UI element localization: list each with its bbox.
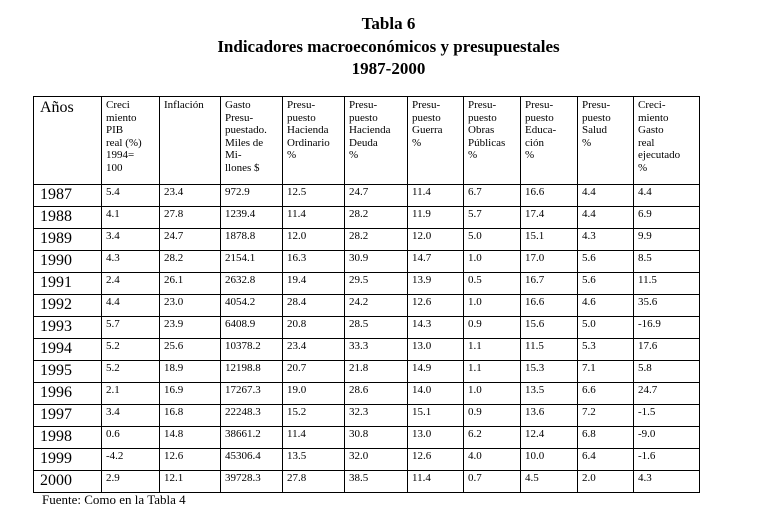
value-cell: 7.1 — [578, 361, 634, 383]
table-row — [34, 471, 700, 493]
column-header — [634, 97, 700, 185]
table-row — [34, 295, 700, 317]
value-cell: 11.4 — [283, 207, 345, 229]
value-cell: 4.5 — [521, 471, 578, 493]
year-cell: 1990 — [34, 251, 102, 273]
value-cell: 14.7 — [408, 251, 464, 273]
value-cell: 10378.2 — [221, 339, 283, 361]
value-cell: 1239.4 — [221, 207, 283, 229]
column-header-line: % — [468, 149, 478, 162]
column-header-line: miento — [638, 111, 669, 124]
value-cell: 14.9 — [408, 361, 464, 383]
value-cell: 5.0 — [464, 229, 521, 251]
value-cell: 20.7 — [283, 361, 345, 383]
column-header-line: llones $ — [225, 161, 260, 174]
column-header-line: Presu- — [525, 99, 554, 111]
value-cell: 39728.3 — [221, 471, 283, 493]
value-cell: 12.6 — [408, 295, 464, 317]
value-cell: 24.2 — [345, 295, 408, 317]
year-cell: 1998 — [34, 427, 102, 449]
column-header — [283, 97, 345, 185]
value-cell: 28.2 — [345, 229, 408, 251]
value-cell: 13.0 — [408, 339, 464, 361]
value-cell: 5.2 — [102, 361, 160, 383]
value-cell: 17.0 — [521, 251, 578, 273]
column-header-line: Presu- — [349, 99, 378, 111]
value-cell: 2.9 — [102, 471, 160, 493]
table-row — [34, 207, 700, 229]
value-cell: -1.6 — [634, 449, 700, 471]
column-header-line: Presu- — [412, 99, 441, 111]
table-row — [34, 185, 700, 207]
column-header-line: % — [412, 136, 422, 149]
value-cell: 24.7 — [634, 383, 700, 405]
table-row — [34, 405, 700, 427]
value-cell: 16.9 — [160, 383, 221, 405]
table-row — [34, 361, 700, 383]
value-cell: 5.3 — [578, 339, 634, 361]
year-cell: 1991 — [34, 273, 102, 295]
value-cell: 29.5 — [345, 273, 408, 295]
value-cell: 6.8 — [578, 427, 634, 449]
column-header — [221, 97, 283, 185]
source-note: Fuente: Como en la Tabla 4 — [42, 492, 186, 507]
column-header-line: Hacienda — [349, 124, 391, 137]
year-cell: 1994 — [34, 339, 102, 361]
table-row — [34, 449, 700, 471]
table-row — [34, 339, 700, 361]
value-cell: 11.9 — [408, 207, 464, 229]
column-header-line: Hacienda — [287, 124, 329, 137]
column-header-line: Creci — [106, 99, 130, 111]
value-cell: 1.0 — [464, 251, 521, 273]
column-header-line: puesto — [582, 111, 611, 124]
year-cell: 2000 — [34, 471, 102, 493]
value-cell: 0.9 — [464, 317, 521, 339]
value-cell: 11.5 — [634, 273, 700, 295]
value-cell: 27.8 — [160, 207, 221, 229]
value-cell: 4.3 — [634, 471, 700, 493]
value-cell: 11.4 — [408, 471, 464, 493]
column-header-line: PIB — [106, 124, 124, 137]
table-row — [34, 427, 700, 449]
value-cell: 15.6 — [521, 317, 578, 339]
value-cell: 17.6 — [634, 339, 700, 361]
value-cell: 0.5 — [464, 273, 521, 295]
column-header-line: puesto — [287, 111, 316, 124]
column-header-line: Presu- — [225, 111, 254, 124]
value-cell: 15.1 — [521, 229, 578, 251]
year-cell: 1993 — [34, 317, 102, 339]
value-cell: 26.1 — [160, 273, 221, 295]
column-header-line: Deuda — [349, 136, 378, 149]
value-cell: 19.0 — [283, 383, 345, 405]
column-header — [578, 97, 634, 185]
value-cell: 32.3 — [345, 405, 408, 427]
column-header-line: Presu- — [468, 99, 497, 111]
value-cell: -16.9 — [634, 317, 700, 339]
value-cell: 12.5 — [283, 185, 345, 207]
table-row — [34, 229, 700, 251]
value-cell: 16.6 — [521, 185, 578, 207]
year-cell: 1997 — [34, 405, 102, 427]
value-cell: 12.6 — [408, 449, 464, 471]
value-cell: 24.7 — [345, 185, 408, 207]
column-header-line: % — [349, 149, 359, 162]
value-cell: 4.4 — [578, 207, 634, 229]
table-row — [34, 317, 700, 339]
column-header-line: ejecutado — [638, 149, 681, 162]
value-cell: 11.5 — [521, 339, 578, 361]
value-cell: 2.0 — [578, 471, 634, 493]
year-cell: 1987 — [34, 185, 102, 207]
year-cell: 1988 — [34, 207, 102, 229]
year-cell: 1992 — [34, 295, 102, 317]
value-cell: 1.0 — [464, 383, 521, 405]
column-header-line: Presu- — [287, 99, 316, 111]
column-header-line: puesto — [468, 111, 497, 124]
value-cell: 12198.8 — [221, 361, 283, 383]
value-cell: -4.2 — [102, 449, 160, 471]
value-cell: 12.6 — [160, 449, 221, 471]
value-cell: 6.9 — [634, 207, 700, 229]
column-header — [160, 97, 221, 185]
value-cell: 13.0 — [408, 427, 464, 449]
value-cell: 6.6 — [578, 383, 634, 405]
column-header-line: % — [582, 136, 592, 149]
column-header-line: Gasto — [225, 99, 251, 111]
column-header-line: puesto — [349, 111, 378, 124]
value-cell: 6.4 — [578, 449, 634, 471]
value-cell: 20.8 — [283, 317, 345, 339]
value-cell: 13.6 — [521, 405, 578, 427]
column-header-line: Presu- — [582, 99, 611, 111]
value-cell: 4.0 — [464, 449, 521, 471]
table-row — [34, 251, 700, 273]
value-cell: -1.5 — [634, 405, 700, 427]
value-cell: 28.5 — [345, 317, 408, 339]
value-cell: 45306.4 — [221, 449, 283, 471]
column-header-line: % — [287, 149, 297, 162]
column-header-line: puesto — [412, 111, 441, 124]
value-cell: 14.3 — [408, 317, 464, 339]
column-header-line: Gasto — [638, 124, 664, 137]
table-row — [34, 383, 700, 405]
value-cell: 4.4 — [634, 185, 700, 207]
value-cell: 6.7 — [464, 185, 521, 207]
value-cell: 8.5 — [634, 251, 700, 273]
value-cell: 6408.9 — [221, 317, 283, 339]
value-cell: 16.3 — [283, 251, 345, 273]
value-cell: 9.9 — [634, 229, 700, 251]
value-cell: 15.3 — [521, 361, 578, 383]
value-cell: 5.8 — [634, 361, 700, 383]
value-cell: 5.6 — [578, 273, 634, 295]
value-cell: 12.0 — [283, 229, 345, 251]
value-cell: 6.2 — [464, 427, 521, 449]
indicators-table — [33, 96, 700, 493]
value-cell: 7.2 — [578, 405, 634, 427]
table-row — [34, 273, 700, 295]
value-cell: 35.6 — [634, 295, 700, 317]
column-header-line: Públicas — [468, 136, 506, 149]
year-cell: 1989 — [34, 229, 102, 251]
value-cell: 5.0 — [578, 317, 634, 339]
column-header-line: puestado. — [225, 124, 267, 137]
column-header-line: Inflación — [164, 99, 204, 111]
column-header-line: ción — [525, 136, 544, 149]
value-cell: 11.4 — [283, 427, 345, 449]
value-cell: 1.1 — [464, 361, 521, 383]
value-cell: 32.0 — [345, 449, 408, 471]
column-header-line: Años — [40, 99, 74, 116]
value-cell: 19.4 — [283, 273, 345, 295]
value-cell: 5.7 — [464, 207, 521, 229]
value-cell: 33.3 — [345, 339, 408, 361]
value-cell: 21.8 — [345, 361, 408, 383]
column-header-line: Miles de — [225, 136, 264, 149]
value-cell: 1.0 — [464, 295, 521, 317]
value-cell: 4054.2 — [221, 295, 283, 317]
value-cell: 23.4 — [283, 339, 345, 361]
value-cell: 4.4 — [578, 185, 634, 207]
value-cell: 3.4 — [102, 405, 160, 427]
value-cell: 27.8 — [283, 471, 345, 493]
column-header-line: Creci- — [638, 99, 666, 111]
value-cell: 17267.3 — [221, 383, 283, 405]
value-cell: 28.2 — [160, 251, 221, 273]
value-cell: 4.4 — [102, 295, 160, 317]
column-header-line: 100 — [106, 161, 123, 174]
column-header-line: real (%) — [106, 136, 142, 149]
value-cell: 24.7 — [160, 229, 221, 251]
value-cell: 15.1 — [408, 405, 464, 427]
value-cell: 16.6 — [521, 295, 578, 317]
value-cell: 12.4 — [521, 427, 578, 449]
value-cell: 4.3 — [102, 251, 160, 273]
value-cell: 23.0 — [160, 295, 221, 317]
year-cell: 1999 — [34, 449, 102, 471]
value-cell: 18.9 — [160, 361, 221, 383]
value-cell: 4.3 — [578, 229, 634, 251]
column-header-line: Ordinario — [287, 136, 330, 149]
column-header — [102, 97, 160, 185]
value-cell: 2154.1 — [221, 251, 283, 273]
value-cell: 16.7 — [521, 273, 578, 295]
value-cell: 30.8 — [345, 427, 408, 449]
value-cell: 13.5 — [521, 383, 578, 405]
table-subtitle: Indicadores macroeconómicos y presupuestales — [217, 37, 560, 56]
value-cell: 12.0 — [408, 229, 464, 251]
value-cell: 22248.3 — [221, 405, 283, 427]
value-cell: 28.4 — [283, 295, 345, 317]
column-header-line: % — [638, 161, 648, 174]
value-cell: 38661.2 — [221, 427, 283, 449]
column-header-line: 1994= — [106, 149, 135, 162]
value-cell: 14.0 — [408, 383, 464, 405]
value-cell: 38.5 — [345, 471, 408, 493]
value-cell: 5.2 — [102, 339, 160, 361]
column-header-line: real — [638, 136, 655, 149]
value-cell: 4.1 — [102, 207, 160, 229]
value-cell: 1878.8 — [221, 229, 283, 251]
header-row — [34, 97, 700, 185]
value-cell: 0.6 — [102, 427, 160, 449]
column-header-line: Obras — [468, 124, 495, 137]
value-cell: 2632.8 — [221, 273, 283, 295]
value-cell: 4.6 — [578, 295, 634, 317]
value-cell: 2.1 — [102, 383, 160, 405]
value-cell: 972.9 — [221, 185, 283, 207]
column-header-line: % — [525, 149, 535, 162]
value-cell: 23.4 — [160, 185, 221, 207]
column-header — [34, 97, 102, 185]
column-header — [464, 97, 521, 185]
value-cell: 15.2 — [283, 405, 345, 427]
year-cell: 1996 — [34, 383, 102, 405]
value-cell: 3.4 — [102, 229, 160, 251]
value-cell: 5.6 — [578, 251, 634, 273]
year-cell: 1995 — [34, 361, 102, 383]
value-cell: 2.4 — [102, 273, 160, 295]
column-header — [408, 97, 464, 185]
value-cell: 12.1 — [160, 471, 221, 493]
value-cell: 14.8 — [160, 427, 221, 449]
value-cell: 17.4 — [521, 207, 578, 229]
column-header-line: Educa- — [525, 124, 557, 137]
column-header-line: Mi- — [225, 149, 242, 162]
column-header — [521, 97, 578, 185]
value-cell: 13.9 — [408, 273, 464, 295]
value-cell: 0.7 — [464, 471, 521, 493]
value-cell: 25.6 — [160, 339, 221, 361]
value-cell: 5.7 — [102, 317, 160, 339]
value-cell: 28.2 — [345, 207, 408, 229]
value-cell: 30.9 — [345, 251, 408, 273]
value-cell: -9.0 — [634, 427, 700, 449]
column-header-line: Guerra — [412, 124, 443, 137]
value-cell: 16.8 — [160, 405, 221, 427]
table-period: 1987-2000 — [351, 59, 426, 78]
column-header — [345, 97, 408, 185]
value-cell: 1.1 — [464, 339, 521, 361]
value-cell: 5.4 — [102, 185, 160, 207]
value-cell: 23.9 — [160, 317, 221, 339]
table-title: Tabla 6 — [361, 14, 416, 33]
column-header-line: miento — [106, 111, 137, 124]
value-cell: 28.6 — [345, 383, 408, 405]
column-header-line: Salud — [582, 124, 608, 137]
value-cell: 0.9 — [464, 405, 521, 427]
value-cell: 10.0 — [521, 449, 578, 471]
value-cell: 13.5 — [283, 449, 345, 471]
value-cell: 11.4 — [408, 185, 464, 207]
column-header-line: puesto — [525, 111, 554, 124]
